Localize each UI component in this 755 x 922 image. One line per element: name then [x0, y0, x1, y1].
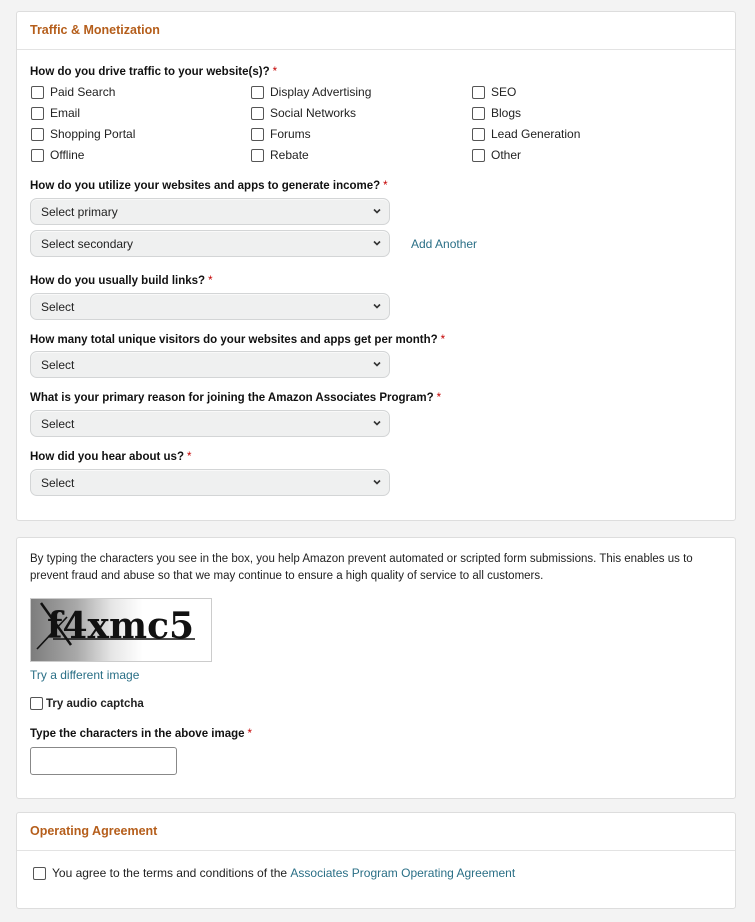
checkbox[interactable]	[31, 149, 44, 162]
checkbox[interactable]	[31, 107, 44, 120]
checkbox[interactable]	[472, 86, 485, 99]
captcha-input-label: Type the characters in the above image *	[30, 728, 253, 740]
captcha-image	[30, 598, 212, 662]
captcha-characters: f4xmc5	[47, 605, 195, 647]
checkbox-seo[interactable]: SEO	[472, 85, 516, 99]
referral-select[interactable]: Select	[30, 469, 390, 496]
add-another-link[interactable]: Add Another	[411, 237, 478, 251]
checkbox[interactable]	[472, 107, 485, 120]
checkbox[interactable]	[31, 86, 44, 99]
agreement-checkbox[interactable]	[33, 867, 46, 880]
checkbox[interactable]	[251, 107, 264, 120]
reason-select[interactable]: Select	[30, 410, 390, 437]
reason-question-label: What is your primary reason for joining the Amazon Associates Program? *	[30, 392, 442, 404]
checkbox-lead-generation[interactable]: Lead Generation	[472, 127, 580, 141]
checkbox-paid-search[interactable]: Paid Search	[31, 85, 115, 99]
checkbox-shopping-portal[interactable]: Shopping Portal	[31, 127, 135, 141]
checkbox-social-networks[interactable]: Social Networks	[251, 106, 356, 120]
checkbox-blogs[interactable]: Blogs	[472, 106, 521, 120]
captcha-description: By typing the characters you see in the box, you help Amazon prevent automated or scripted form submissions. This enables us to prevent fraud and abuse so that we may continue to ensure a high quality of service to all customers.	[30, 553, 693, 582]
section-title: Operating Agreement	[17, 813, 735, 851]
checkbox[interactable]	[251, 128, 264, 141]
secondary-income-select[interactable]: Select secondary	[30, 230, 390, 257]
checkbox[interactable]	[472, 128, 485, 141]
checkbox[interactable]	[31, 128, 44, 141]
chevron-down-icon	[373, 207, 381, 215]
checkbox[interactable]	[251, 149, 264, 162]
checkbox-offline[interactable]: Offline	[31, 148, 84, 162]
checkbox-forums[interactable]: Forums	[251, 127, 311, 141]
links-question-label: How do you usually build links? *	[30, 275, 213, 287]
checkbox-rebate[interactable]: Rebate	[251, 148, 309, 162]
checkbox-other[interactable]: Other	[472, 148, 521, 162]
links-select[interactable]: Select	[30, 293, 390, 320]
checkbox[interactable]	[30, 697, 43, 710]
agreement-checkbox-row[interactable]: You agree to the terms and conditions of the Associates Program Operating Agreement	[33, 866, 515, 880]
checkbox-email[interactable]: Email	[31, 106, 80, 120]
primary-income-select[interactable]: Select primary	[30, 198, 390, 225]
captcha-input[interactable]	[30, 747, 177, 775]
operating-agreement-section	[16, 812, 736, 909]
section-title: Traffic & Monetization	[17, 12, 735, 50]
chevron-down-icon	[373, 360, 381, 368]
referral-question-label: How did you hear about us? *	[30, 451, 192, 463]
income-question-label: How do you utilize your websites and apps to generate income? *	[30, 180, 388, 192]
operating-agreement-link[interactable]: Associates Program Operating Agreement	[290, 866, 516, 880]
traffic-question-label: How do you drive traffic to your website(s)? *	[30, 66, 278, 78]
checkbox[interactable]	[251, 86, 264, 99]
audio-captcha-checkbox[interactable]: Try audio captcha	[30, 697, 144, 710]
chevron-down-icon	[373, 419, 381, 427]
chevron-down-icon	[373, 239, 381, 247]
try-different-image-link[interactable]: Try a different image	[30, 668, 140, 682]
visitors-select[interactable]: Select	[30, 351, 390, 378]
chevron-down-icon	[373, 302, 381, 310]
checkbox-display-advertising[interactable]: Display Advertising	[251, 85, 371, 99]
visitors-question-label: How many total unique visitors do your websites and apps get per month? *	[30, 334, 446, 346]
chevron-down-icon	[373, 478, 381, 486]
checkbox[interactable]	[472, 149, 485, 162]
captcha-section	[16, 537, 736, 799]
traffic-monetization-section	[16, 11, 736, 521]
